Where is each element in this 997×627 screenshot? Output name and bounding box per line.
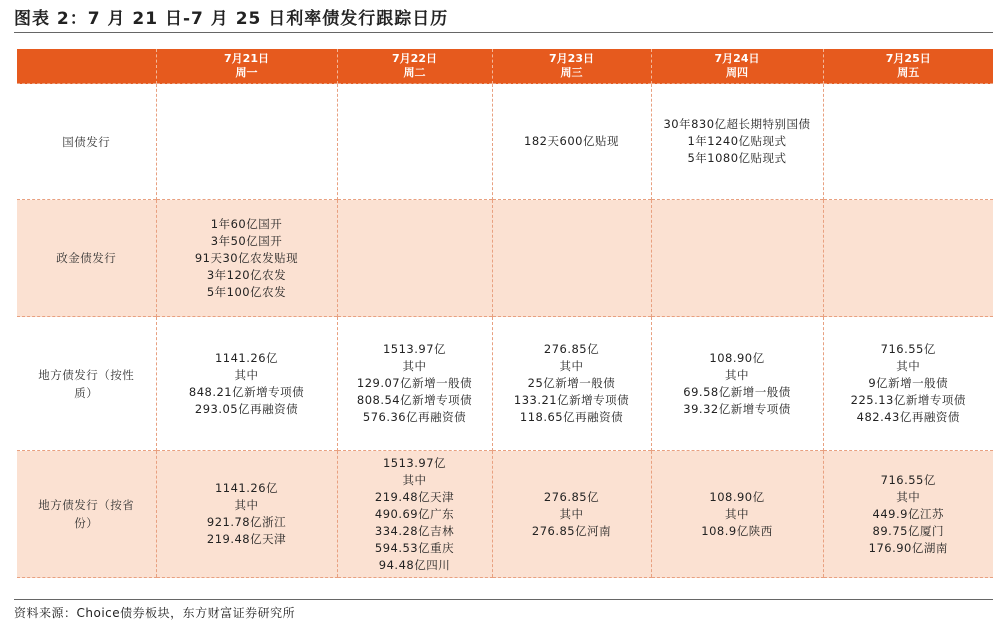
table-cell-day-5 [823,200,993,317]
cell-line: 3年50亿国开 [210,233,283,248]
page-title: 图表 2：7 月 21 日-7 月 25 日利率债发行跟踪日历 [14,9,449,29]
table-cell-day-4 [651,317,823,451]
cell-line: 490.69亿广东 [374,506,455,521]
cell-line: 91天30亿农发贴现 [194,250,299,265]
cell-line: 182天600亿贴现 [524,134,619,148]
cell-line: 5年100亿农发 [206,284,287,299]
table-cell-day-1 [156,84,337,200]
cell-line: 716.55亿 [880,472,936,487]
header-weekday: 周二 [403,66,426,79]
header-weekday: 周四 [726,66,748,79]
table-header-row [17,49,993,84]
cell-line: 94.48亿四川 [378,557,451,572]
cell-line: 39.32亿新增专项债 [683,401,791,416]
header-date: 7月23日 [549,52,594,65]
row-label: 地方债发行（按省份） [17,451,156,578]
table-cell-day-2 [337,200,492,317]
table-cell-day-2 [337,317,492,451]
cell-line: 334.28亿吉林 [374,523,455,538]
cell-line: 576.36亿再融资债 [362,410,467,424]
cell-line: 其中 [559,359,584,373]
cell-line: 129.07亿新增一般债 [356,376,473,390]
footer-divider [14,599,993,600]
table-body [17,84,993,578]
header-date: 7月22日 [392,52,437,65]
cell-line: 其中 [896,359,921,373]
cell-line: 1141.26亿 [214,350,279,365]
cell-line: 1年60亿国开 [210,216,283,231]
cell-line: 其中 [234,367,259,382]
table-cell-day-1 [156,451,337,578]
cell-line: 其中 [402,472,427,487]
table-cell-day-4 [651,200,823,317]
cell-line: 449.9亿江苏 [872,506,944,521]
cell-line: 9亿新增一般债 [868,376,949,390]
table-cell-day-3 [492,200,651,317]
cell-line: 848.21亿新增专项债 [188,384,305,399]
table-cell-day-5 [823,84,993,200]
cell-line: 108.9亿陕西 [701,523,773,538]
cell-line: 89.75亿厦门 [872,523,944,538]
table-cell-day-5 [823,317,993,451]
cell-line: 其中 [559,506,584,521]
table-cell-day-1 [156,200,337,317]
row-label: 国债发行 [17,84,156,200]
cell-line: 其中 [234,498,259,512]
cell-line: 25亿新增一般债 [527,376,616,390]
header-day-4 [651,49,823,84]
table-cell-day-4 [651,84,823,200]
cell-line: 1513.97亿 [382,455,447,470]
table-cell-day-3 [492,451,651,578]
cell-line: 276.85亿 [543,342,600,356]
header-weekday: 周五 [897,66,920,79]
table-cell-day-4 [651,451,823,578]
cell-line: 293.05亿再融资债 [194,401,299,416]
issuance-calendar-table [17,49,993,578]
row-label: 地方债发行（按性质） [17,317,156,451]
cell-line: 219.48亿天津 [206,532,287,546]
header-date: 7月24日 [714,52,760,65]
cell-line: 1513.97亿 [382,342,447,356]
header-corner [17,49,156,84]
header-day-5 [823,49,993,84]
cell-line: 1141.26亿 [214,481,279,495]
cell-line: 5年1080亿贴现式 [687,151,787,165]
header-weekday: 周一 [235,66,258,79]
cell-line: 其中 [725,367,749,382]
source-note: 资料来源：Choice债券板块，东方财富证券研究所 [14,606,296,620]
header-day-2 [337,49,492,84]
cell-line: 276.85亿河南 [531,523,612,538]
cell-line: 225.13亿新增专项债 [850,393,966,407]
row-label: 政金债发行 [17,200,156,317]
table-cell-day-2 [337,84,492,200]
header-date: 7月21日 [224,52,269,65]
cell-line: 其中 [896,489,921,504]
cell-line: 1年1240亿贴现式 [687,134,787,148]
cell-line: 108.90亿 [709,489,765,504]
table-cell-day-3 [492,84,651,200]
cell-line: 其中 [402,359,427,373]
cell-line: 219.48亿天津 [374,489,455,504]
row-local-bonds-by-province [17,451,993,578]
cell-line: 482.43亿再融资债 [856,410,960,424]
header-day-1 [156,49,337,84]
header-date: 7月25日 [885,52,931,65]
table-cell-day-1 [156,317,337,451]
cell-line: 69.58亿新增一般债 [683,384,791,399]
cell-line: 176.90亿湖南 [868,540,948,555]
cell-line: 921.78亿浙江 [206,515,287,529]
table-cell-day-3 [492,317,651,451]
table-cell-day-2 [337,451,492,578]
header-day-3 [492,49,651,84]
cell-line: 30年830亿超长期特别国债 [663,117,811,131]
cell-line: 133.21亿新增专项债 [513,393,630,407]
row-local-bonds-by-type [17,317,993,451]
title-divider [14,32,993,33]
header-weekday: 周三 [560,66,583,79]
cell-line: 594.53亿重庆 [374,540,455,555]
table-cell-day-5 [823,451,993,578]
cell-line: 其中 [725,506,749,521]
cell-line: 118.65亿再融资债 [519,410,624,424]
cell-line: 276.85亿 [543,489,600,504]
cell-line: 3年120亿农发 [206,267,287,282]
cell-line: 108.90亿 [709,350,765,365]
cell-line: 716.55亿 [880,342,936,356]
row-policy-bank-bonds [17,200,993,317]
cell-line: 808.54亿新增专项债 [356,393,473,407]
row-treasury-bonds [17,84,993,200]
